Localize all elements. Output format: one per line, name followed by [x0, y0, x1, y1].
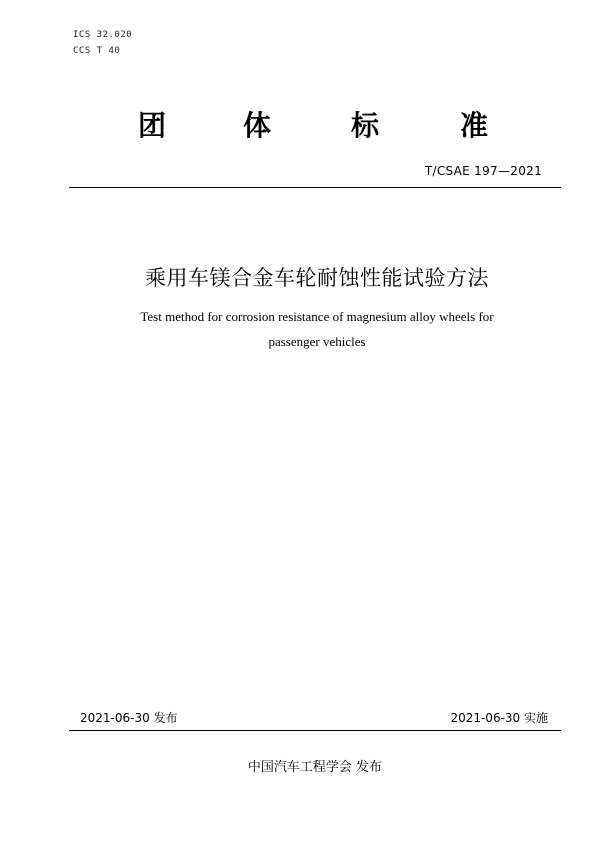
series-char: 标 [351, 109, 380, 142]
ics-code: ICS 32.020 [73, 30, 133, 40]
publisher: 中国汽车工程学会 发布 [247, 760, 383, 775]
header-divider [69, 187, 561, 188]
series-char: 团 [138, 109, 167, 142]
series-char: 准 [460, 109, 489, 142]
series-char: 体 [243, 109, 272, 142]
title-english [0, 304, 600, 354]
title-english-line: Test method for corrosion resistance of magnesium alloy wheels for [140, 309, 494, 324]
title-chinese: 乘用车镁合金车轮耐蚀性能试验方法 [145, 266, 489, 290]
title-english-line: passenger vehicles [268, 334, 366, 349]
document-number: T/CSAE 197—2021 [424, 164, 542, 178]
ccs-code: CCS T 40 [73, 46, 121, 56]
footer-divider [69, 730, 561, 731]
implementation-date: 2021-06-30 实施 [450, 711, 548, 725]
issue-date: 2021-06-30 发布 [80, 711, 178, 725]
standard-series-heading [0, 108, 600, 148]
